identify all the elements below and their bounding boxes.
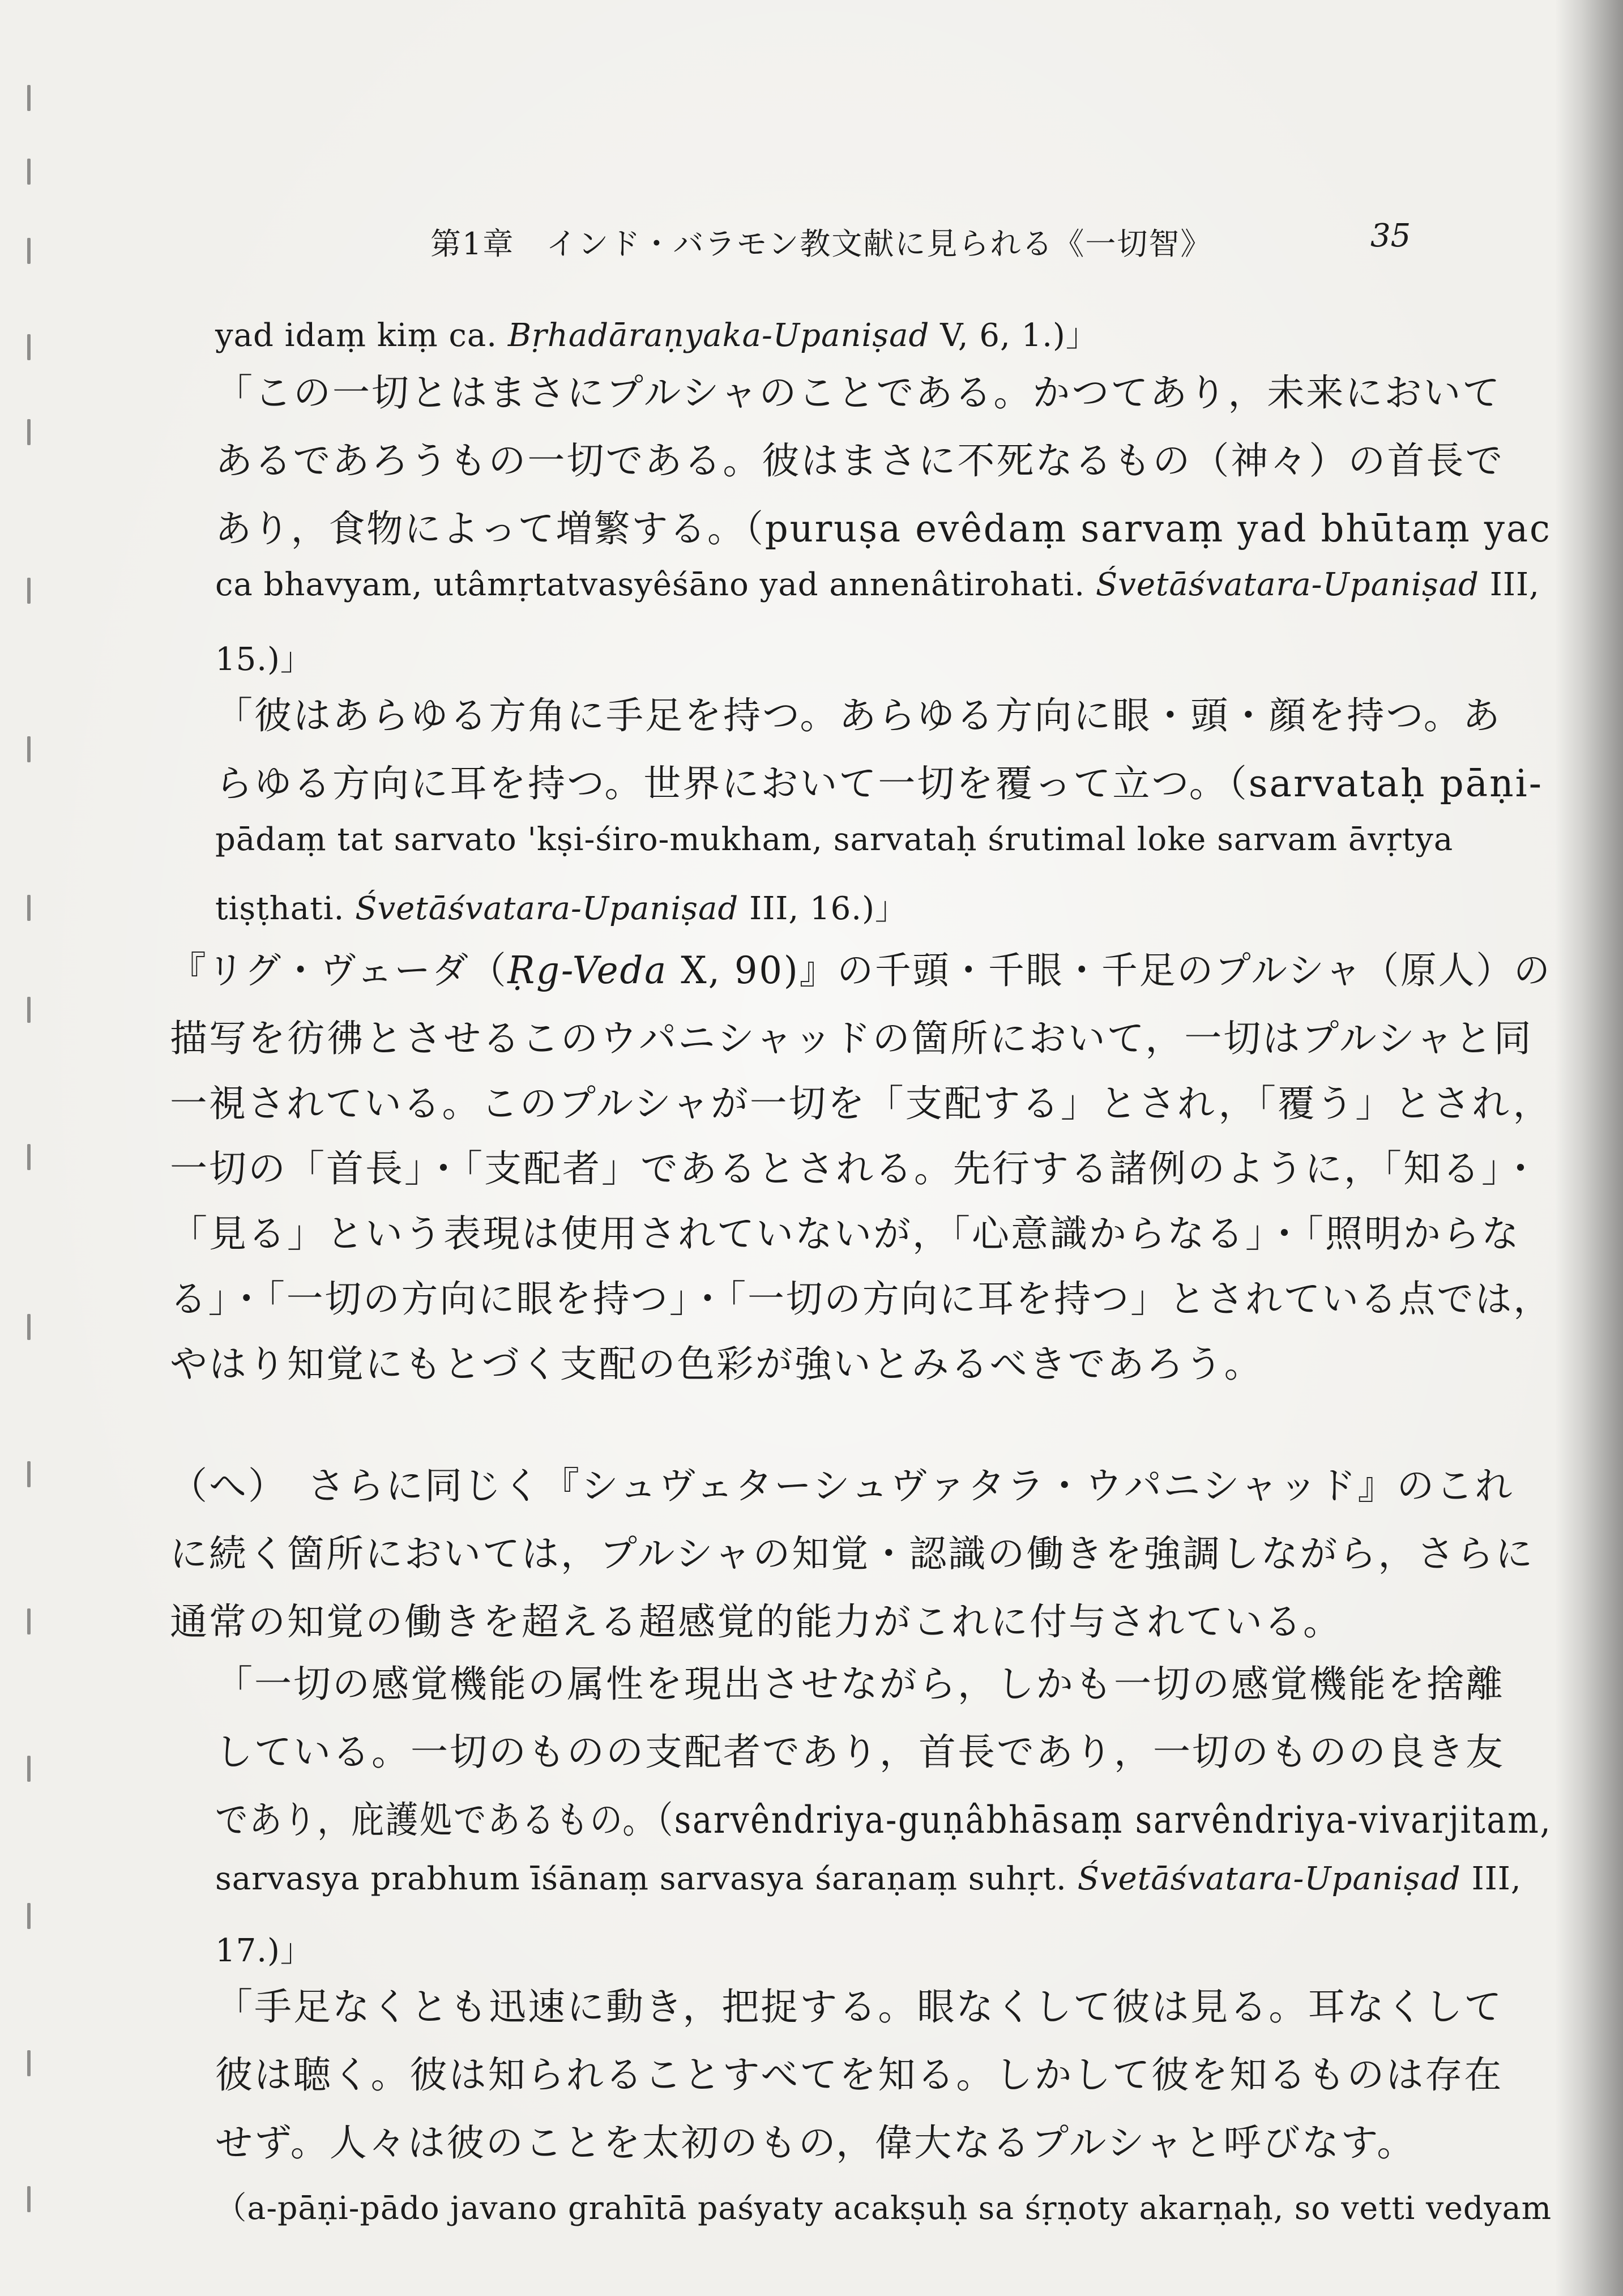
text-line: 一視されている。このプルシャが一切を「支配する」とされ，「覆う」とされ， (170, 1082, 1552, 1125)
text-line: 『リグ・ヴェーダ（Ṛg-Veda X, 90)』の千頭・千眼・千足のプルシャ（原人）の (170, 949, 1552, 992)
text-line: している。一切のものの支配者であり，首長であり，一切のものの良き友 (215, 1730, 1505, 1774)
text-line: 17.)」 (215, 1932, 313, 1969)
text-line: tiṣṭhati. Śvetāśvatara-Upaniṣad III, 16.)」 (215, 890, 907, 927)
text-line: ca bhavyam, utâmṛtatvasyêśāno yad annenâtirohati. Śvetāśvatara-Upaniṣad III, (215, 566, 1540, 603)
text-line: 「彼はあらゆる方角に手足を持つ。あらゆる方向に眼・頭・顔を持つ。あ (215, 694, 1502, 737)
text-line: る」・「一切の方向に眼を持つ」・「一切の方向に耳を持つ」とされている点では， (170, 1277, 1552, 1321)
text-line: せず。人々は彼のことを太初のもの，偉大なるプルシャと呼びなす。 (215, 2121, 1416, 2165)
text-line: やはり知覚にもとづく支配の色彩が強いとみるべきであろう。 (170, 1342, 1263, 1386)
book-spine-shadow (1555, 0, 1623, 2296)
text-line: yad idaṃ kiṃ ca. Bṛhadāraṇyaka-Upaniṣad V, 6, 1.)」 (215, 317, 1098, 354)
text-line: 「一切の感覚機能の属性を現出させながら，しかも一切の感覚機能を捨離 (215, 1662, 1505, 1706)
text-line: pādaṃ tat sarvato 'kṣi-śiro-mukham, sarvataḥ śrutimal loke sarvam āvṛtya (215, 821, 1454, 858)
text-line: 「この一切とはまさにプルシャのことである。かつてあり，未来において (215, 371, 1502, 415)
text-line: あり，食物によって増繁する。（puruṣa evêdaṃ sarvaṃ yad bhūtaṃ yac (215, 507, 1552, 550)
text-line: 「見る」という表現は使用されていないが，「心意識からなる」・「照明からな (170, 1212, 1521, 1256)
text-line: 通常の知覚の働きを超える超感覚的能力がこれに付与されている。 (170, 1600, 1342, 1644)
text-line: 15.)」 (215, 641, 313, 678)
text-line: であり，庇護処であるもの。（sarvêndriya-guṇâbhāsaṃ sarvêndriya-vivarjitam, (215, 1798, 1552, 1842)
text-line: sarvasya prabhum īśānaṃ sarvasya śaraṇaṃ suhṛt. Śvetāśvatara-Upaniṣad III, (215, 1860, 1522, 1897)
text-line: （a-pāṇi-pādo javano grahītā paśyaty acakṣuḥ sa śṛṇoty akarṇaḥ, so vetti vedyam (215, 2190, 1552, 2227)
text-line: 一切の「首長」・「支配者」であるとされる。先行する諸例のように，「知る」・ (170, 1147, 1541, 1190)
text-line: らゆる方向に耳を持つ。世界において一切を覆って立つ。（sarvataḥ pāṇi- (215, 762, 1543, 805)
text-line: あるであろうもの一切である。彼はまさに不死なるもの（神々）の首長で (215, 439, 1505, 483)
text-line: 描写を彷彿とさせるこのウパニシャッドの箇所において，一切はプルシャと同 (170, 1017, 1533, 1060)
page-number: 35 (1370, 217, 1411, 254)
text-line: 「手足なくとも迅速に動き，把捉する。眼なくして彼は見る。耳なくして (215, 1985, 1504, 2029)
text-line: 彼は聴く。彼は知られることすべてを知る。しかして彼を知るものは存在 (215, 2053, 1504, 2097)
text-line: に続く箇所においては，プルシャの知覚・認識の働きを強調しながら，さらに (170, 1532, 1535, 1576)
text-line: （へ） さらに同じく『シュヴェターシュヴァタラ・ウパニシャッド』のこれ (170, 1464, 1514, 1508)
scan-edge-marks (23, 68, 45, 2220)
running-title: 第1章 インド・バラモン教文献に見られる《一切智》 (430, 226, 1212, 262)
